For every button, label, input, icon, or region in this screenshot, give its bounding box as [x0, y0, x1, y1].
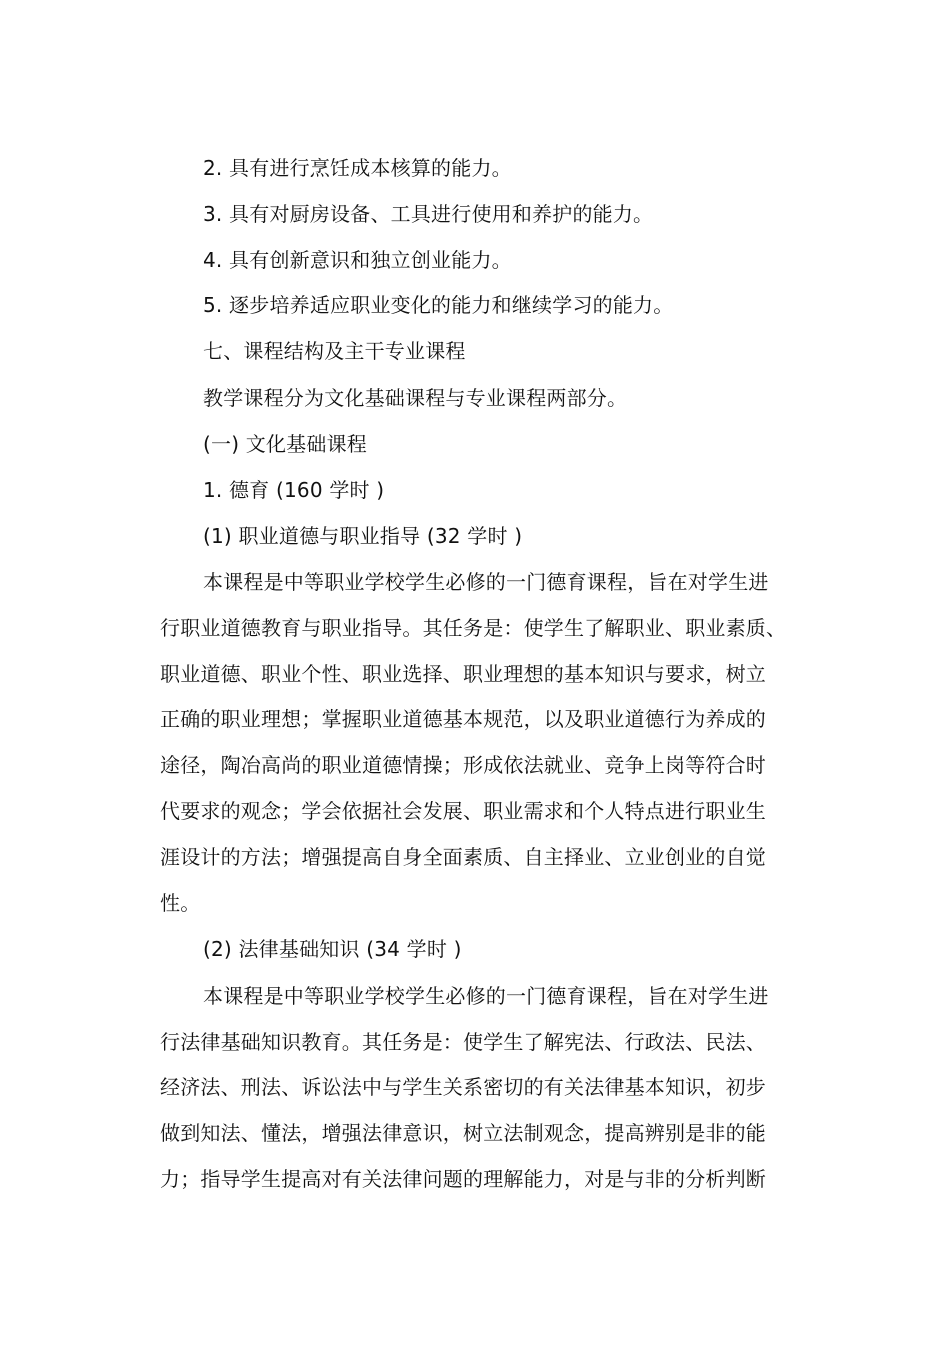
- skill-item-2: 2. 具有进行烹饪成本核算的能力。: [203, 156, 512, 180]
- paragraph-line: 行法律基础知识教育。其任务是：使学生了解宪法、行政法、民法、: [160, 1030, 766, 1054]
- skill-item-4: 4. 具有创新意识和独立创业能力。: [203, 248, 512, 272]
- paragraph-line: 正确的职业理想；掌握职业道德基本规范，以及职业道德行为养成的: [160, 707, 766, 731]
- paragraph-line: 途径，陶冶高尚的职业道德情操；形成依法就业、竞争上岗等符合时: [160, 753, 766, 777]
- skill-item-5: 5. 逐步培养适应职业变化的能力和继续学习的能力。: [203, 293, 674, 317]
- course-subheading-ethics: (1) 职业道德与职业指导 (32 学时 ): [203, 524, 523, 548]
- intro-paragraph: 教学课程分为文化基础课程与专业课程两部分。: [203, 386, 628, 410]
- paragraph-line: 本课程是中等职业学校学生必修的一门德育课程，旨在对学生进: [203, 570, 769, 594]
- paragraph-line: 本课程是中等职业学校学生必修的一门德育课程，旨在对学生进: [203, 984, 769, 1008]
- paragraph-line: 职业道德、职业个性、职业选择、职业理想的基本知识与要求，树立: [160, 662, 766, 686]
- paragraph-line: 代要求的观念；学会依据社会发展、职业需求和个人特点进行职业生: [160, 799, 766, 823]
- paragraph-line: 做到知法、懂法，增强法律意识，树立法制观念，提高辨别是非的能: [160, 1121, 766, 1145]
- subsection-heading-1: (一) 文化基础课程: [203, 432, 367, 456]
- skill-item-3: 3. 具有对厨房设备、工具进行使用和养护的能力。: [203, 202, 654, 226]
- paragraph-line: 经济法、刑法、诉讼法中与学生关系密切的有关法律基本知识，初步: [160, 1075, 766, 1099]
- paragraph-line: 涯设计的方法；增强提高自身全面素质、自主择业、立业创业的自觉: [160, 845, 766, 869]
- paragraph-line: 性。: [160, 891, 201, 915]
- paragraph-line: 力；指导学生提高对有关法律问题的理解能力，对是与非的分析判断: [160, 1167, 766, 1191]
- section-heading-7: 七、课程结构及主干专业课程: [203, 339, 466, 363]
- course-subheading-law: (2) 法律基础知识 (34 学时 ): [203, 937, 462, 961]
- course-heading-moral: 1. 德育 (160 学时 ): [203, 478, 385, 502]
- paragraph-line: 行职业道德教育与职业指导。其任务是：使学生了解职业、职业素质、: [160, 616, 787, 640]
